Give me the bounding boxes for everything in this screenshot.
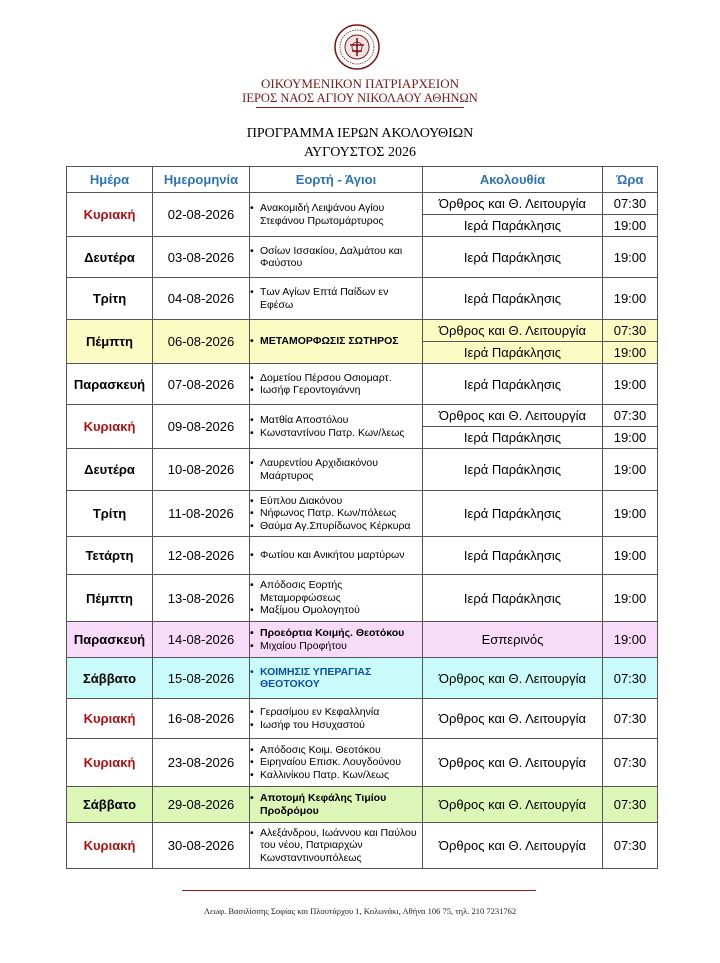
saint-item: • Μαξίμου Ομολογητού [250, 604, 422, 617]
saint-item: • Απόδοσις Κοιμ. Θεοτόκου [250, 744, 422, 757]
date-cell: 29-08-2026 [153, 787, 250, 823]
service-cell: Ιερά Παράκλησις [423, 537, 603, 575]
table-row [67, 364, 658, 405]
time-cell: 19:00 [603, 622, 658, 658]
service-cell: Όρθρος και Θ. Λειτουργία [423, 739, 603, 787]
saint-item: • Δομετίου Πέρσου Οσιομαρτ. [250, 372, 422, 385]
table-row [67, 537, 658, 575]
time-cell: 19:00 [603, 364, 658, 405]
org-name: ΟΙΚΟΥΜΕΝΙΚΟΝ ΠΑΤΡΙΑΡΧΕΙΟΝ [261, 76, 459, 91]
time-cell: 19:00 [603, 491, 658, 537]
day-cell: Δευτέρα [67, 237, 153, 278]
saints-cell [250, 405, 423, 449]
time-cell: 19:00 [603, 278, 658, 320]
time-cell: 19:00 [603, 427, 658, 449]
service-cell: Ιερά Παράκλησις [423, 491, 603, 537]
day-cell: Κυριακή [67, 823, 153, 869]
time-cell: 19:00 [603, 237, 658, 278]
date-cell: 23-08-2026 [153, 739, 250, 787]
saint-item: • Λαυρεντίου Αρχιδιακόνου Μαάρτυρος [250, 457, 422, 482]
patriarchate-seal-icon [334, 24, 380, 70]
time-cell: 07:30 [603, 320, 658, 342]
saint-item: • ΚΟΙΜΗΣΙΣ ΥΠΕΡΑΓΙΑΣ ΘΕΟΤΟΚΟΥ [250, 666, 422, 691]
day-cell: Πέμπτη [67, 320, 153, 364]
service-cell: Ιερά Παράκλησις [423, 575, 603, 622]
time-cell: 19:00 [603, 537, 658, 575]
time-cell: 07:30 [603, 699, 658, 739]
date-cell: 13-08-2026 [153, 575, 250, 622]
saint-item: • Θαύμα Αγ.Σπυρίδωνος Κέρκυρα [250, 520, 422, 533]
page-title: ΠΡΟΓΡΑΜΜΑ ΙΕΡΩΝ ΑΚΟΛΟΥΘΙΩΝ [246, 126, 474, 141]
saint-item: • Προεόρτια Κοιμής. Θεοτόκου [250, 627, 422, 640]
service-cell: Όρθρος και Θ. Λειτουργία [423, 787, 603, 823]
date-cell: 30-08-2026 [153, 823, 250, 869]
saint-item: • Νήφωνος Πατρ. Κων/πόλεως [250, 507, 422, 520]
table-row [67, 320, 658, 342]
saint-item: • Φωτίου και Ανικήτου μαρτύρων [250, 549, 422, 562]
saint-item: • Ιωσήφ του Ησυχαστού [250, 719, 422, 732]
day-cell: Κυριακή [67, 699, 153, 739]
time-cell: 07:30 [603, 405, 658, 427]
table-row [67, 823, 658, 869]
saint-item: • Καλλινίκου Πατρ. Κων/λεως [250, 769, 422, 782]
day-cell: Κυριακή [67, 405, 153, 449]
time-cell: 19:00 [603, 575, 658, 622]
saints-cell [250, 739, 423, 787]
time-cell: 07:30 [603, 823, 658, 869]
date-cell: 10-08-2026 [153, 449, 250, 491]
saints-cell [250, 278, 423, 320]
table-row [67, 787, 658, 823]
day-cell: Κυριακή [67, 193, 153, 237]
table-row [67, 739, 658, 787]
saints-cell [250, 575, 423, 622]
church-name: ΙΕΡΟΣ ΝΑΟΣ ΑΓΙΟΥ ΝΙΚΟΛΑΟΥ ΑΘΗΝΩΝ [242, 91, 478, 105]
table-row [67, 278, 658, 320]
date-cell: 12-08-2026 [153, 537, 250, 575]
day-cell: Τρίτη [67, 278, 153, 320]
table-row [67, 575, 658, 622]
saint-item: • Αλεξάνδρου, Ιωάννου και Παύλου του νέου, Πατριαρχών Κωνσταντινουπόλεως [250, 827, 422, 865]
date-cell: 02-08-2026 [153, 193, 250, 237]
saint-item: • Μιχαίου Προφήτου [250, 640, 422, 653]
day-cell: Πέμπτη [67, 575, 153, 622]
service-cell: Ιερά Παράκλησις [423, 215, 603, 237]
saint-item: • Ιωσήφ Γεροντογιάννη [250, 384, 422, 397]
date-cell: 03-08-2026 [153, 237, 250, 278]
schedule-table [66, 166, 658, 869]
saint-item: • Κωνσταντίνου Πατρ. Κων/λεως [250, 427, 422, 440]
service-cell: Όρθρος και Θ. Λειτουργία [423, 699, 603, 739]
table-header-row [67, 167, 658, 193]
saints-cell [250, 364, 423, 405]
saints-cell [250, 823, 423, 869]
saints-cell [250, 537, 423, 575]
date-cell: 06-08-2026 [153, 320, 250, 364]
table-row [67, 237, 658, 278]
date-cell: 15-08-2026 [153, 658, 250, 699]
saints-cell [250, 699, 423, 739]
time-cell: 07:30 [603, 193, 658, 215]
saints-cell [250, 491, 423, 537]
time-cell: 07:30 [603, 787, 658, 823]
service-cell: Ιερά Παράκλησις [423, 237, 603, 278]
saint-item: • Ματθία Αποστόλου [250, 414, 422, 427]
table-row [67, 193, 658, 215]
service-cell: Ιερά Παράκλησις [423, 364, 603, 405]
saint-item: • ΜΕΤΑΜΟΡΦΩΣΙΣ ΣΩΤΗΡΟΣ [250, 335, 422, 348]
col-header-service: Ακολουθία [423, 167, 603, 193]
time-cell: 07:30 [603, 658, 658, 699]
service-cell: Ιερά Παράκλησις [423, 278, 603, 320]
date-cell: 14-08-2026 [153, 622, 250, 658]
footer-address: Λεωφ. Βασιλίσσης Σοφίας και Πλουτάρχου 1, Κολωνάκι, Αθήνα 106 75, τηλ. 210 7231762 [203, 906, 517, 916]
day-cell: Τρίτη [67, 491, 153, 537]
date-cell: 16-08-2026 [153, 699, 250, 739]
footer-rule [182, 890, 536, 891]
saint-item: • Απόδοσις Εορτής Μεταμορφώσεως [250, 579, 422, 604]
service-cell: Εσπερινός [423, 622, 603, 658]
col-header-feast: Εορτή - Άγιοι [250, 167, 423, 193]
saints-cell [250, 193, 423, 237]
saints-cell [250, 320, 423, 364]
date-cell: 11-08-2026 [153, 491, 250, 537]
service-cell: Όρθρος και Θ. Λειτουργία [423, 320, 603, 342]
date-cell: 07-08-2026 [153, 364, 250, 405]
table-row [67, 491, 658, 537]
page-subtitle: ΑΥΓΟΥΣΤΟΣ 2026 [304, 145, 416, 160]
col-header-date: Ημερομηνία [153, 167, 250, 193]
date-cell: 04-08-2026 [153, 278, 250, 320]
day-cell: Σάββατο [67, 658, 153, 699]
day-cell: Δευτέρα [67, 449, 153, 491]
saint-item: • Ανακομιδή Λειψάνου Αγίου Στεφάνου Πρωτομάρτυρος [250, 202, 422, 227]
saint-item: • Εύπλου Διακόνου [250, 495, 422, 508]
saint-item: • Γερασίμου εν Κεφαλληνία [250, 706, 422, 719]
table-row [67, 622, 658, 658]
col-header-day: Ημέρα [67, 167, 153, 193]
saints-cell [250, 658, 423, 699]
service-cell: Ιερά Παράκλησις [423, 342, 603, 364]
date-cell: 09-08-2026 [153, 405, 250, 449]
service-cell: Όρθρος και Θ. Λειτουργία [423, 823, 603, 869]
saint-item: • Των Αγίων Επτά Παίδων εν Εφέσω [250, 286, 422, 311]
saint-item: • Οσίων Ισσακίου, Δαλμάτου και Φαύστου [250, 245, 422, 270]
service-cell: Όρθρος και Θ. Λειτουργία [423, 193, 603, 215]
day-cell: Παρασκευή [67, 364, 153, 405]
service-cell: Ιερά Παράκλησις [423, 427, 603, 449]
saint-item: • Αποτομή Κεφάλης Τιμίου Προδρόμου [250, 792, 422, 817]
table-row [67, 449, 658, 491]
saints-cell [250, 787, 423, 823]
service-cell: Όρθρος και Θ. Λειτουργία [423, 405, 603, 427]
day-cell: Κυριακή [67, 739, 153, 787]
table-row [67, 405, 658, 427]
time-cell: 07:30 [603, 739, 658, 787]
saints-cell [250, 449, 423, 491]
table-row [67, 658, 658, 699]
col-header-time: Ώρα [603, 167, 658, 193]
saints-cell [250, 622, 423, 658]
header-rule [256, 107, 464, 108]
day-cell: Παρασκευή [67, 622, 153, 658]
time-cell: 19:00 [603, 215, 658, 237]
service-cell: Όρθρος και Θ. Λειτουργία [423, 658, 603, 699]
time-cell: 19:00 [603, 449, 658, 491]
table-row [67, 699, 658, 739]
saints-cell [250, 237, 423, 278]
day-cell: Σάββατο [67, 787, 153, 823]
day-cell: Τετάρτη [67, 537, 153, 575]
saint-item: • Ειρηναίου Επισκ. Λουγδούνου [250, 756, 422, 769]
service-cell: Ιερά Παράκλησις [423, 449, 603, 491]
time-cell: 19:00 [603, 342, 658, 364]
